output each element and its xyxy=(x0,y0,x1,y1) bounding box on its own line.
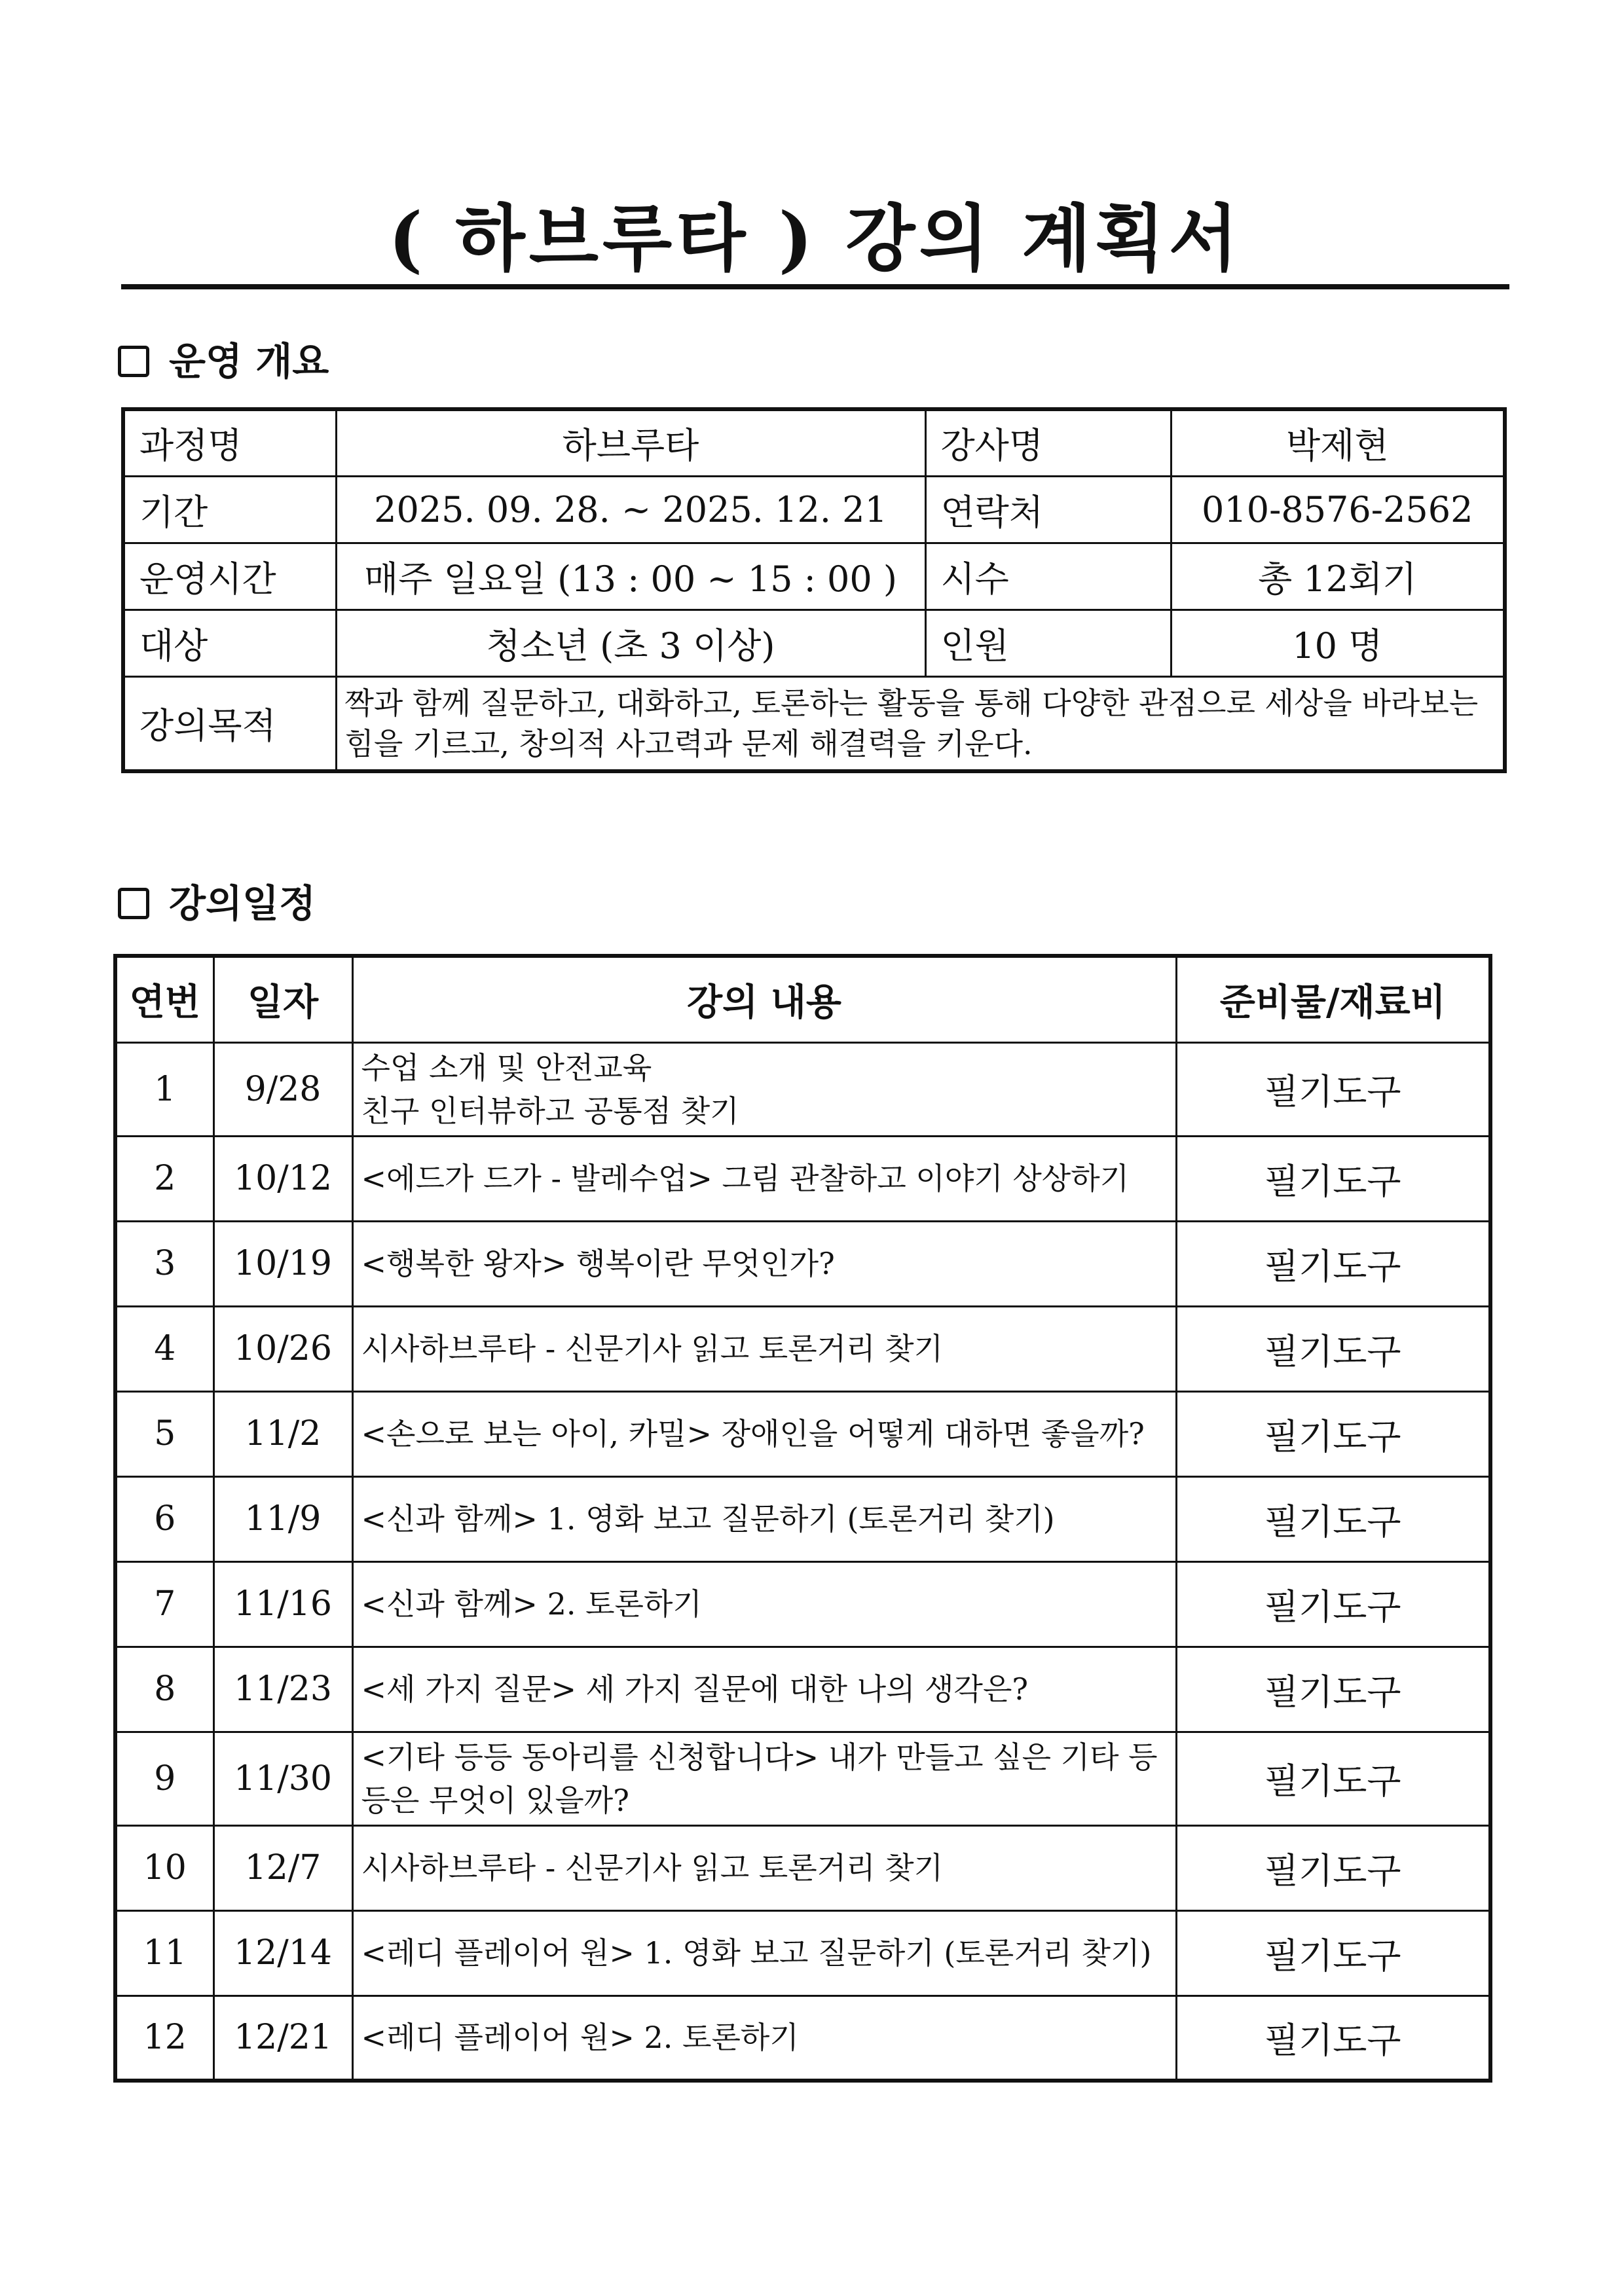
overview-table-body xyxy=(123,409,1505,771)
row-materials: 필기도구 xyxy=(1176,1136,1490,1221)
row-content: 수업 소개 및 안전교육 친구 인터뷰하고 공통점 찾기 xyxy=(352,1042,1176,1136)
overview-purpose-row xyxy=(123,676,1505,771)
table-row xyxy=(115,1825,1490,1910)
row-date: 10/19 xyxy=(213,1221,352,1306)
page-title: ( 하브루타 ) 강의 계획서 xyxy=(388,196,1242,281)
table-row xyxy=(115,1561,1490,1647)
header-materials: 준비물/재료비 xyxy=(1176,956,1490,1042)
row-number: 9 xyxy=(115,1732,213,1825)
row-content: <손으로 보는 아이, 카밀> 장애인을 어떻게 대하면 좋을까? xyxy=(352,1391,1176,1476)
row-number: 7 xyxy=(115,1561,213,1647)
row-content: <레디 플레이어 원> 1. 영화 보고 질문하기 (토론거리 찾기) xyxy=(352,1910,1176,1995)
overview-value: 총 12회기 xyxy=(1171,543,1505,610)
table-row xyxy=(115,1995,1490,2081)
schedule-heading-text: 강의일정 xyxy=(169,881,316,926)
overview-label: 운영시간 xyxy=(123,543,336,610)
row-materials: 필기도구 xyxy=(1176,1476,1490,1561)
row-date: 10/26 xyxy=(213,1306,352,1391)
row-number: 8 xyxy=(115,1647,213,1732)
schedule-header-row xyxy=(115,956,1490,1042)
overview-label: 시수 xyxy=(925,543,1171,610)
schedule-heading xyxy=(118,877,316,930)
row-content: <행복한 왕자> 행복이란 무엇인가? xyxy=(352,1221,1176,1306)
header-content: 강의 내용 xyxy=(352,956,1176,1042)
table-row xyxy=(115,1042,1490,1136)
overview-label: 연락처 xyxy=(925,476,1171,543)
row-content: <신과 함께> 2. 토론하기 xyxy=(352,1561,1176,1647)
row-date: 12/7 xyxy=(213,1825,352,1910)
row-content: <세 가지 질문> 세 가지 질문에 대한 나의 생각은? xyxy=(352,1647,1176,1732)
row-content: <레디 플레이어 원> 2. 토론하기 xyxy=(352,1995,1176,2081)
row-date: 10/12 xyxy=(213,1136,352,1221)
row-date: 11/2 xyxy=(213,1391,352,1476)
overview-value: 박제현 xyxy=(1171,409,1505,476)
overview-row xyxy=(123,409,1505,476)
row-number: 5 xyxy=(115,1391,213,1476)
overview-row xyxy=(123,543,1505,610)
table-row xyxy=(115,1732,1490,1825)
row-date: 12/14 xyxy=(213,1910,352,1995)
row-materials: 필기도구 xyxy=(1176,1995,1490,2081)
purpose-label: 강의목적 xyxy=(123,676,336,771)
overview-value: 2025. 09. 28. ~ 2025. 12. 21 xyxy=(336,476,925,543)
row-date: 11/9 xyxy=(213,1476,352,1561)
table-row xyxy=(115,1647,1490,1732)
row-content: <신과 함께> 1. 영화 보고 질문하기 (토론거리 찾기) xyxy=(352,1476,1176,1561)
overview-value: 매주 일요일 (13 : 00 ~ 15 : 00 ) xyxy=(336,543,925,610)
row-date: 12/21 xyxy=(213,1995,352,2081)
row-number: 4 xyxy=(115,1306,213,1391)
row-number: 11 xyxy=(115,1910,213,1995)
overview-label: 대상 xyxy=(123,610,336,676)
row-date: 11/16 xyxy=(213,1561,352,1647)
overview-value: 하브루타 xyxy=(336,409,925,476)
row-materials: 필기도구 xyxy=(1176,1561,1490,1647)
header-date: 일자 xyxy=(213,956,352,1042)
row-content: <에드가 드가 - 발레수업> 그림 관찰하고 이야기 상상하기 xyxy=(352,1136,1176,1221)
table-row xyxy=(115,1136,1490,1221)
row-materials: 필기도구 xyxy=(1176,1042,1490,1136)
row-number: 12 xyxy=(115,1995,213,2081)
table-row xyxy=(115,1391,1490,1476)
table-row xyxy=(115,1476,1490,1561)
row-number: 2 xyxy=(115,1136,213,1221)
checkbox-icon xyxy=(118,346,149,377)
table-row xyxy=(115,1221,1490,1306)
table-row xyxy=(115,1910,1490,1995)
row-date: 11/30 xyxy=(213,1732,352,1825)
row-materials: 필기도구 xyxy=(1176,1732,1490,1825)
overview-value: 010-8576-2562 xyxy=(1171,476,1505,543)
purpose-text: 짝과 함께 질문하고, 대화하고, 토론하는 활동을 통해 다양한 관점으로 세상을 바라보는 힘을 기르고, 창의적 사고력과 문제 해결력을 키운다. xyxy=(336,676,1505,771)
checkbox-icon xyxy=(118,888,149,919)
row-materials: 필기도구 xyxy=(1176,1391,1490,1476)
row-number: 10 xyxy=(115,1825,213,1910)
row-materials: 필기도구 xyxy=(1176,1910,1490,1995)
header-num: 연번 xyxy=(115,956,213,1042)
row-materials: 필기도구 xyxy=(1176,1306,1490,1391)
overview-value: 청소년 (초 3 이상) xyxy=(336,610,925,676)
overview-label: 기간 xyxy=(123,476,336,543)
row-content: 시사하브루타 - 신문기사 읽고 토론거리 찾기 xyxy=(352,1825,1176,1910)
row-number: 3 xyxy=(115,1221,213,1306)
row-number: 6 xyxy=(115,1476,213,1561)
row-materials: 필기도구 xyxy=(1176,1825,1490,1910)
row-number: 1 xyxy=(115,1042,213,1136)
row-content: <기타 등등 동아리를 신청합니다> 내가 만들고 싶은 기타 등등은 무엇이 있을까? xyxy=(352,1732,1176,1825)
overview-label: 인원 xyxy=(925,610,1171,676)
table-row xyxy=(115,1306,1490,1391)
title-rule xyxy=(121,284,1509,289)
schedule-table-body xyxy=(115,1042,1490,2081)
row-date: 11/23 xyxy=(213,1647,352,1732)
overview-label: 과정명 xyxy=(123,409,336,476)
row-date: 9/28 xyxy=(213,1042,352,1136)
row-materials: 필기도구 xyxy=(1176,1221,1490,1306)
overview-value: 10 명 xyxy=(1171,610,1505,676)
overview-row xyxy=(123,610,1505,676)
row-content: 시사하브루타 - 신문기사 읽고 토론거리 찾기 xyxy=(352,1306,1176,1391)
overview-table xyxy=(121,407,1507,773)
overview-heading xyxy=(118,335,329,388)
row-materials: 필기도구 xyxy=(1176,1647,1490,1732)
overview-heading-text: 운영 개요 xyxy=(169,339,329,384)
overview-label: 강사명 xyxy=(925,409,1171,476)
schedule-table xyxy=(113,954,1492,2083)
overview-row xyxy=(123,476,1505,543)
